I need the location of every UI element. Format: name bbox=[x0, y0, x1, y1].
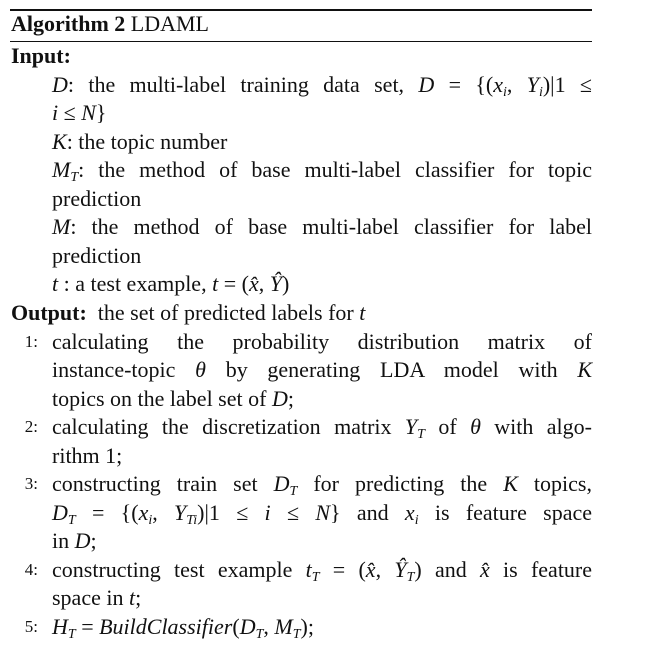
algorithm-line bbox=[52, 128, 592, 156]
step-number: 3: bbox=[24, 474, 38, 494]
math: D bbox=[239, 614, 256, 639]
text: ) bbox=[281, 271, 290, 297]
text: in bbox=[52, 528, 75, 554]
text: ; bbox=[135, 585, 142, 611]
math: x bbox=[493, 71, 503, 97]
text: ; bbox=[287, 385, 294, 411]
text: of bbox=[424, 414, 471, 440]
math: i bbox=[264, 499, 271, 525]
math: K bbox=[503, 471, 518, 497]
math: t bbox=[305, 556, 312, 582]
math: Ŷ bbox=[394, 556, 407, 582]
text: ≤ bbox=[270, 499, 316, 525]
math: i bbox=[503, 84, 507, 100]
text: )|1 ≤ bbox=[542, 71, 592, 97]
text: } bbox=[95, 100, 107, 126]
text: = bbox=[75, 614, 100, 639]
math: i bbox=[538, 84, 543, 100]
text: , bbox=[258, 271, 270, 297]
math: t bbox=[52, 271, 59, 297]
text: constructing train set bbox=[52, 471, 274, 497]
text: is feature bbox=[489, 556, 593, 582]
math: Ti bbox=[186, 512, 198, 528]
math: x bbox=[404, 499, 415, 525]
text: space in bbox=[52, 585, 129, 611]
algorithm-line bbox=[52, 242, 592, 270]
text: ≤ bbox=[58, 100, 82, 126]
math: t bbox=[128, 585, 136, 611]
text: calculating the discretization matrix bbox=[52, 414, 405, 440]
section-heading-line bbox=[11, 42, 592, 70]
algorithm-line bbox=[52, 270, 592, 298]
math: M bbox=[52, 157, 71, 183]
math: θ bbox=[195, 357, 206, 383]
math: K bbox=[577, 357, 592, 383]
algorithm-line bbox=[52, 584, 592, 612]
text: prediction bbox=[52, 185, 142, 211]
text: calculating the probability distribution matrix of bbox=[52, 328, 592, 354]
step-number: 2: bbox=[24, 417, 38, 437]
algorithm-line bbox=[52, 185, 592, 213]
algorithm-line bbox=[52, 442, 592, 470]
algorithm-line bbox=[52, 99, 592, 127]
math: Y bbox=[404, 414, 418, 440]
text: by generating LDA model with bbox=[205, 357, 578, 383]
math: i bbox=[52, 100, 59, 126]
text: ; bbox=[90, 528, 97, 554]
text: )|1 ≤ bbox=[197, 499, 265, 525]
text: topics, bbox=[517, 471, 592, 497]
text: prediction bbox=[52, 242, 142, 268]
text: the set of predicted labels for bbox=[86, 299, 360, 325]
text: , bbox=[506, 71, 527, 97]
text: = ( bbox=[319, 556, 366, 582]
math: Y bbox=[526, 71, 539, 97]
text: = ( bbox=[218, 271, 249, 297]
math: i bbox=[148, 512, 153, 528]
math: x bbox=[138, 499, 149, 525]
math: D bbox=[52, 71, 68, 97]
math: T bbox=[311, 569, 320, 585]
text: , bbox=[263, 614, 275, 639]
math: D bbox=[74, 528, 91, 554]
keyword: Output: bbox=[11, 299, 87, 325]
math: BuildClassifier bbox=[99, 614, 233, 639]
math: θ bbox=[470, 414, 481, 440]
text: topics on the label set of bbox=[52, 385, 272, 411]
algorithm-line bbox=[52, 385, 592, 413]
algorithm-line bbox=[52, 328, 592, 356]
math: K bbox=[52, 128, 67, 154]
text: : a test example, bbox=[58, 271, 213, 297]
math: N bbox=[315, 499, 331, 525]
text: for predicting the bbox=[297, 471, 504, 497]
math: T bbox=[255, 627, 264, 642]
text: instance-topic bbox=[52, 357, 196, 383]
algorithm-label: Algorithm 2 bbox=[11, 11, 126, 36]
algorithm-line bbox=[52, 613, 592, 649]
text: : the method of base multi-label classifier for topic bbox=[78, 157, 592, 183]
algorithm-line bbox=[52, 213, 592, 241]
algorithm-title bbox=[11, 10, 209, 38]
math: t bbox=[212, 271, 219, 297]
math: x̂ bbox=[248, 271, 259, 297]
math: T bbox=[67, 627, 76, 642]
text: ); bbox=[300, 614, 314, 639]
math: D bbox=[52, 499, 68, 525]
math: T bbox=[417, 427, 425, 443]
text: : the multi-label training data set, bbox=[67, 71, 419, 97]
algorithm-line bbox=[52, 356, 592, 384]
text: rithm 1; bbox=[52, 442, 123, 468]
text: , bbox=[375, 556, 395, 582]
math: T bbox=[67, 512, 76, 528]
math: T bbox=[70, 170, 79, 186]
text: : the topic number bbox=[66, 128, 228, 154]
text: } and bbox=[330, 499, 405, 525]
math: H bbox=[52, 614, 68, 639]
algorithm-line bbox=[52, 527, 592, 555]
math: D bbox=[418, 71, 435, 97]
text: with algo- bbox=[480, 414, 592, 440]
step-number: 4: bbox=[24, 559, 38, 579]
text: constructing test example bbox=[52, 556, 306, 582]
math: t bbox=[359, 299, 366, 325]
math: M bbox=[52, 214, 71, 240]
math: T bbox=[289, 484, 298, 500]
text: is feature space bbox=[418, 499, 593, 525]
text: : the method of base multi-label classifier for label bbox=[70, 214, 592, 240]
math: D bbox=[271, 385, 288, 411]
math: N bbox=[81, 100, 96, 126]
math: x̂ bbox=[365, 556, 376, 582]
text: , bbox=[152, 499, 175, 525]
math: x̂ bbox=[480, 556, 490, 582]
text: ) and bbox=[414, 556, 480, 582]
text: = {( bbox=[75, 499, 139, 525]
math: T bbox=[406, 569, 415, 585]
algorithm-name: LDAML bbox=[130, 11, 209, 36]
keyword: Input: bbox=[11, 43, 71, 68]
math: Y bbox=[174, 499, 187, 525]
text: ( bbox=[232, 614, 240, 639]
math: i bbox=[414, 512, 419, 528]
section-heading-line bbox=[11, 299, 592, 327]
math: Ŷ bbox=[269, 271, 282, 297]
math: D bbox=[273, 471, 290, 497]
step-number: 1: bbox=[24, 331, 38, 351]
math: M bbox=[274, 614, 293, 639]
math: T bbox=[292, 627, 301, 642]
step-number: 5: bbox=[24, 617, 38, 636]
text: = {( bbox=[434, 71, 494, 97]
